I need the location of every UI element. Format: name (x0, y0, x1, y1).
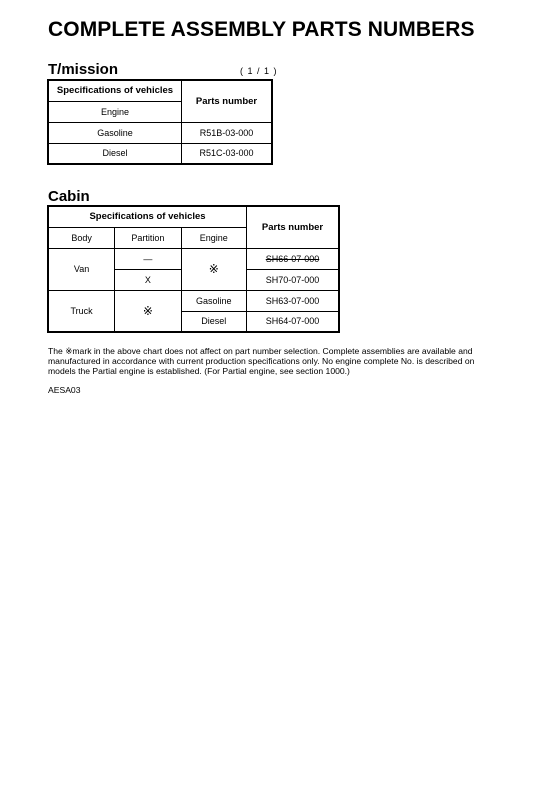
tmission-section-title: T/mission (48, 61, 119, 78)
cabin-truck-part-gasoline: SH63-07-000 (247, 290, 339, 311)
cabin-van-engine: ※ (181, 248, 246, 290)
cabin-body-header: Body (48, 227, 115, 248)
tmission-part-diesel: R51C-03-000 (182, 143, 273, 164)
cabin-section-title: Cabin (48, 188, 90, 205)
cabin-van-part-1: SH66-07-000 (247, 248, 339, 269)
table-row (48, 143, 272, 164)
cabin-parts-header: Parts number (247, 206, 339, 248)
cabin-body-truck: Truck (48, 290, 115, 332)
cabin-truck-engine-gasoline: Gasoline (181, 290, 246, 311)
table-row (48, 122, 272, 143)
cabin-specs-header: Specifications of vehicles (48, 206, 247, 227)
tmission-parts-header: Parts number (182, 80, 273, 122)
tmission-engine-header: Engine (48, 101, 182, 122)
cabin-van-part-2: SH70-07-000 (247, 269, 339, 290)
cabin-van-partition-1: — (115, 248, 181, 269)
tmission-table (47, 79, 273, 165)
cabin-truck-part-diesel: SH64-07-000 (247, 311, 339, 332)
cabin-table (47, 205, 340, 333)
page-indicator: ( 1 / 1 ) (240, 66, 278, 76)
cabin-truck-partition: ※ (115, 290, 181, 332)
cabin-van-partition-2: X (115, 269, 181, 290)
table-row (48, 290, 339, 311)
page-title: COMPLETE ASSEMBLY PARTS NUMBERS (48, 18, 475, 41)
cabin-body-van: Van (48, 248, 115, 290)
document-code: AESA03 (48, 385, 81, 395)
tmission-part-gasoline: R51B-03-000 (182, 122, 273, 143)
tmission-engine-gasoline: Gasoline (48, 122, 182, 143)
tmission-specs-header: Specifications of vehicles (48, 80, 182, 101)
cabin-engine-header: Engine (181, 227, 246, 248)
table-row (48, 248, 339, 269)
footnote: The ※mark in the above chart does not affect on part number selection. Complete assemblies are available and manufactured in accordance with current production specifications only. No engine complete No. is described on models the Partial engine is established. (For Partial engine, see section 1000.) (48, 346, 475, 376)
cabin-truck-engine-diesel: Diesel (181, 311, 246, 332)
tmission-engine-diesel: Diesel (48, 143, 182, 164)
cabin-partition-header: Partition (115, 227, 181, 248)
